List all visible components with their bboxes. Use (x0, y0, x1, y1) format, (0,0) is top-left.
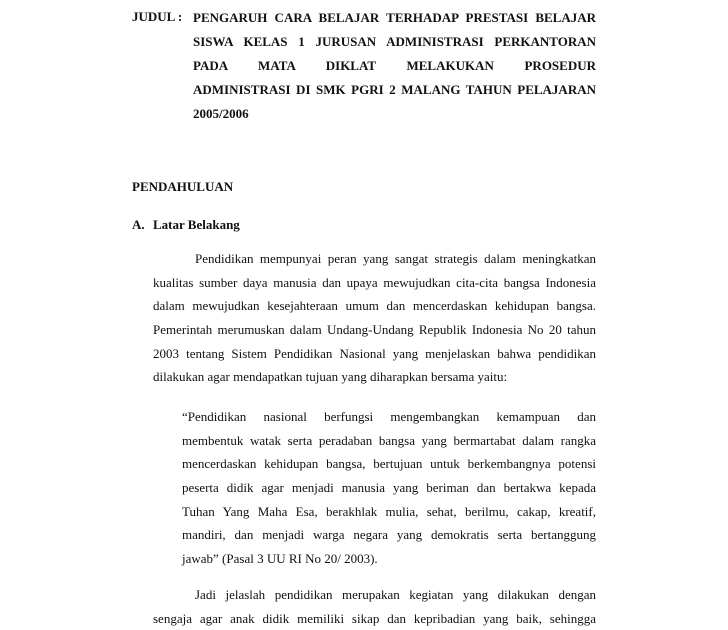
quote-line: mandiri, dan menjadi warga negara yang demokratis serta bertanggung (182, 527, 596, 543)
quotation-block (182, 405, 596, 571)
subsection-number: A. (132, 217, 145, 232)
quote-line: Tuhan Yang Maha Esa, berakhlak mulia, sehat, berilmu, cakap, kreatif, (182, 503, 596, 519)
paragraph-line: sengaja agar anak didik memiliki sikap dan kepribadian yang baik, sehingga (153, 610, 596, 626)
quote-line: peserta didik agar menjadi manusia yang beriman dan bertakwa kepada (182, 480, 596, 496)
title-line: SISWA KELAS 1 JURUSAN ADMINISTRASI PERKANTORAN (193, 34, 596, 49)
paragraph-line: dalam mewujudkan kesejahteraan umum dan mencerdaskan kehidupan bangsa. (153, 298, 596, 314)
title-label: JUDUL : (132, 9, 183, 24)
paragraph-line: Pendidikan mempunyai peran yang sangat strategis dalam meningkatkan (195, 251, 596, 266)
paragraph-line: 2003 tentang Sistem Pendidikan Nasional yang menjelaskan bahwa pendidikan (153, 345, 596, 361)
paragraph-2 (153, 583, 596, 630)
quote-line: “Pendidikan nasional berfungsi mengembangkan kemampuan dan (182, 409, 596, 424)
quote-line: membentuk watak serta peradaban bangsa yang bermartabat dalam rangka (182, 432, 596, 448)
title-line: PENGARUH CARA BELAJAR TERHADAP PRESTASI BELAJAR (193, 10, 596, 25)
paragraph-line: Pemerintah merumuskan dalam Undang-Undang Republik Indonesia No 20 tahun (153, 322, 596, 338)
title-text (193, 6, 596, 126)
paragraph-line: Jadi jelaslah pendidikan merupakan kegiatan yang dilakukan dengan (195, 587, 596, 602)
subsection-heading (132, 214, 240, 235)
section-heading: PENDAHULUAN (132, 179, 234, 194)
quote-line: jawab” (Pasal 3 UU RI No 20/ 2003). (182, 551, 378, 567)
quote-line: mencerdaskan kehidupan bangsa, bertujuan untuk berkembangnya potensi (182, 456, 596, 472)
title-line: ADMINISTRASI DI SMK PGRI 2 MALANG TAHUN PELAJARAN (193, 82, 596, 97)
paragraph-line: dilakukan agar mendapatkan tujuan yang diharapkan bersama yaitu: (153, 369, 508, 385)
title-line: 2005/2006 (193, 106, 249, 121)
paragraph-line: kualitas sumber daya manusia dan upaya mewujudkan cita-cita bangsa Indonesia (153, 274, 596, 290)
title-line: PADA MATA DIKLAT MELAKUKAN PROSEDUR (193, 58, 596, 73)
paragraph-1 (153, 247, 596, 389)
subsection-title: Latar Belakang (153, 217, 240, 232)
